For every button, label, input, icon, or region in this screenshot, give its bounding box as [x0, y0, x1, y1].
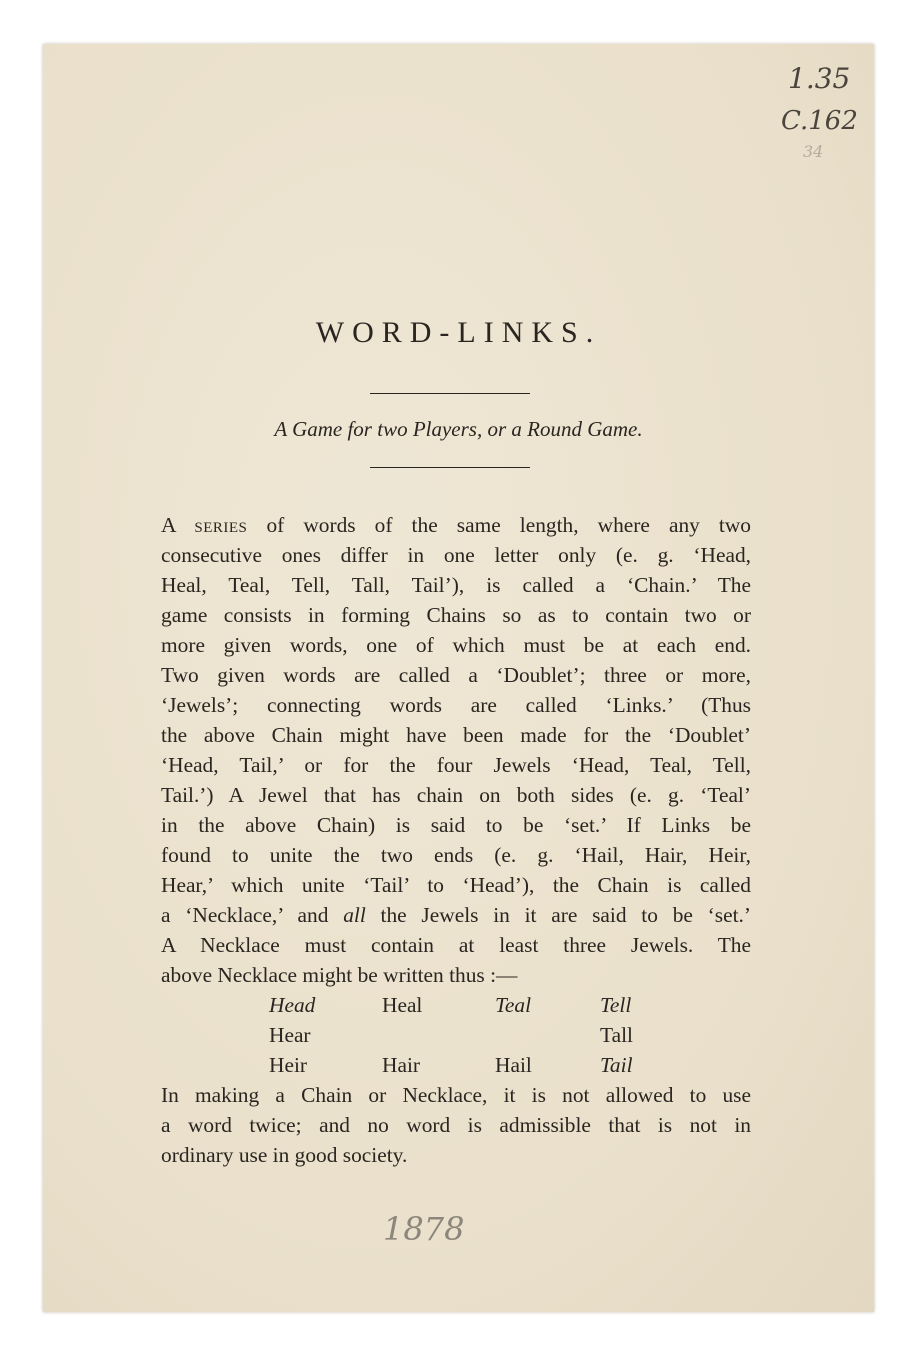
- link-word: Hear: [269, 1023, 311, 1047]
- paragraph-line: [161, 510, 751, 540]
- paragraph-line: A Necklace must contain at least three Jewels. The: [161, 933, 751, 957]
- link-word: Tall: [600, 1023, 633, 1047]
- link-word: Hair: [382, 1053, 421, 1077]
- title-rule-bottom: [370, 467, 530, 468]
- paragraph-line: above Necklace might be written thus :—: [161, 963, 518, 987]
- paragraph-line: Hear,’ which unite ‘Tail’ to ‘Head’), the Chain is called: [161, 873, 751, 897]
- paragraph-line: more given words, one of which must be at each end.: [161, 633, 751, 657]
- document-body: [161, 510, 751, 1170]
- jewel-word: Teal: [495, 993, 532, 1017]
- paragraph-line: ordinary use in good society.: [161, 1143, 408, 1167]
- link-word: Heal: [382, 993, 423, 1017]
- jewel-word: Tell: [600, 993, 632, 1017]
- paragraph-line: [161, 900, 751, 930]
- paragraph-line: In making a Chain or Necklace, it is not allowed to use: [161, 1083, 751, 1107]
- empty-cell: [495, 1020, 600, 1050]
- line-text: the Jewels in it are said to be ‘set.’: [365, 903, 751, 927]
- line-text: of words of the same length, where any two: [247, 513, 751, 537]
- empty-cell: [382, 1020, 495, 1050]
- paragraph-line: Tail.’) A Jewel that has chain on both sides (e. g. ‘Teal’: [161, 783, 751, 807]
- necklace-grid: [269, 990, 751, 1080]
- paragraph-line: consecutive ones differ in one letter only (e. g. ‘Head,: [161, 543, 751, 567]
- paragraph-line: ‘Jewels’; connecting words are called ‘Links.’ (Thus: [161, 693, 751, 717]
- paragraph-line: Heal, Teal, Tell, Tall, Tail’), is called a ‘Chain.’ The: [161, 573, 751, 597]
- paragraph-line: ‘Head, Tail,’ or for the four Jewels ‘Head, Teal, Tell,: [161, 753, 751, 777]
- small-caps-word: series: [194, 513, 248, 537]
- handwritten-year: 1878: [383, 1210, 465, 1248]
- emphasis-word: all: [343, 903, 366, 927]
- link-word: Heir: [269, 1053, 308, 1077]
- document-page: [43, 44, 874, 1312]
- document-title: WORD-LINKS.: [315, 316, 602, 349]
- line-text: a ‘Necklace,’ and: [161, 903, 344, 927]
- link-word: Hail: [495, 1053, 532, 1077]
- handwritten-shelfmark: 1.35: [788, 62, 851, 95]
- document-subtitle: A Game for two Players, or a Round Game.: [274, 417, 643, 441]
- paragraph-line: game consists in forming Chains so as to contain two or: [161, 603, 751, 627]
- handwritten-shelfmark-2: C.162: [781, 106, 858, 136]
- jewel-word: Tail: [600, 1053, 633, 1077]
- paragraph-line: a word twice; and no word is admissible that is not in: [161, 1113, 751, 1137]
- faint-pencil-number: 34: [803, 142, 824, 161]
- lead-word: A: [161, 513, 176, 537]
- jewel-word: Head: [269, 993, 316, 1017]
- paragraph-line: found to unite the two ends (e. g. ‘Hail, Hair, Heir,: [161, 843, 751, 867]
- paragraph-line: in the above Chain) is said to be ‘set.’ If Links be: [161, 813, 751, 837]
- paragraph-line: Two given words are called a ‘Doublet’; three or more,: [161, 663, 751, 687]
- title-rule-top: [370, 393, 530, 394]
- paragraph-line: the above Chain might have been made for the ‘Doublet’: [161, 723, 751, 747]
